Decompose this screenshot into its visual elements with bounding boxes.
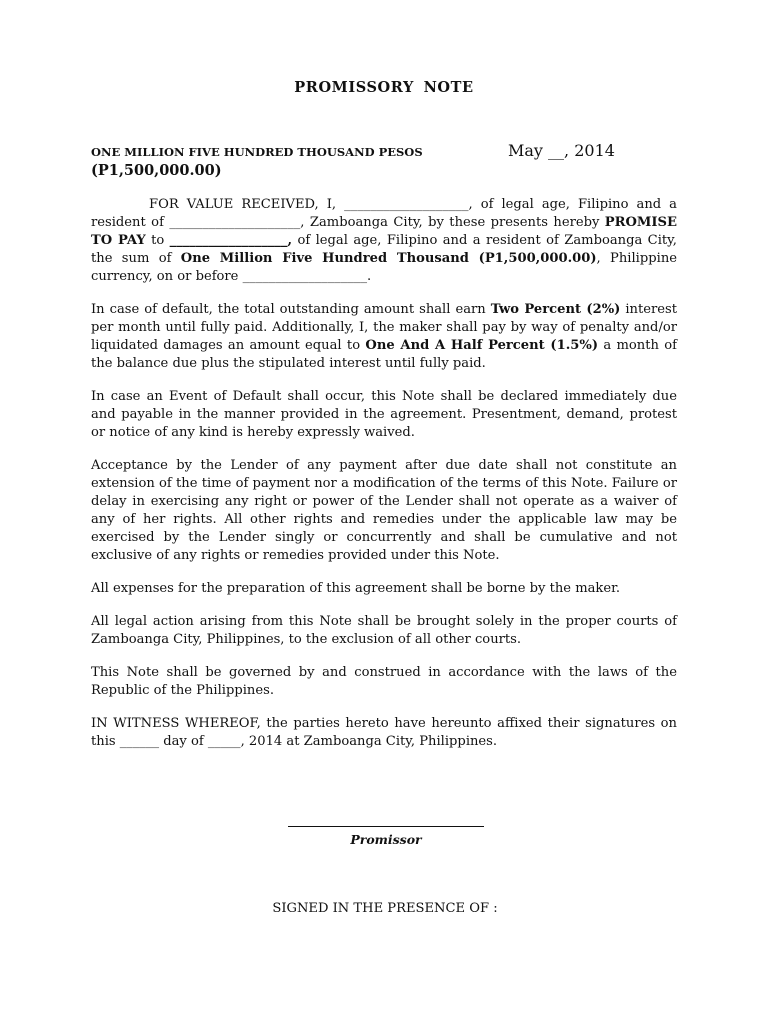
note-date: May __, 2014 [508,141,615,160]
sum-in-words: One Million Five Hundred Thousand (P1,500,000.00) [180,251,597,266]
p1-text-b: , of legal age, Filipino and a resident of [91,197,677,230]
maker-name-blank: ___________________ [344,197,469,212]
paragraph-acceptance: Acceptance by the Lender of any payment after due date shall not constitute an extension of the time of payment nor a modification of the terms of this Note. Failure or delay in exercising any right or power of the Lender shall not operate as a waiver of any of her rights. All other rights and remedies under the applicable law may be exercised by the Lender singly or concurrently and shall be cumulative and not exclusive of any rights or remedies provided under this Note. [91,458,677,563]
amount-in-figures: (P1,500,000.00) [91,162,222,179]
promissor-label: Promissor [350,832,422,847]
p1-text-c: , Zamboanga City, by these presents hereby [300,215,605,230]
p1-text-e: of legal age, Filipino and a resident of Zamboanga City, the sum of [91,233,677,266]
amount-in-words: ONE MILLION FIVE HUNDRED THOUSAND PESOS [91,145,423,159]
p1-text-f: , Philippine currency, on or before [91,251,677,284]
signed-in-presence-heading: SIGNED IN THE PRESENCE OF : [272,901,498,916]
signature-line [288,826,484,827]
p1-text-g: . [367,269,372,284]
interest-rate: Two Percent (2%) [490,302,621,317]
due-date-blank: ___________________ [242,269,367,284]
paragraph-promise [91,196,677,286]
document-title: PROMISSORY NOTE [294,79,474,96]
paragraph-expenses: All expenses for the preparation of this agreement shall be borne by the maker. [91,581,621,596]
note-body [91,196,677,766]
payee-name-blank: __________________, [169,233,293,248]
maker-address-blank: ____________________ [169,215,301,230]
penalty-rate: One And A Half Percent (1.5%) [365,338,599,353]
paragraph-governing-law: This Note shall be governed by and construed in accordance with the laws of the Republic of the Philippines. [91,665,677,698]
p1-text-d: to [145,233,170,248]
p2-text-c: a month of the balance due plus the stipulated interest until fully paid. [91,338,677,371]
paragraph-default-interest [91,301,677,373]
paragraph-legal-action: All legal action arising from this Note shall be brought solely in the proper courts of Zamboanga City, Philippines, to the exclusion of all other courts. [91,614,677,647]
promise-to-pay-phrase: PROMISE TO PAY [91,215,677,248]
paragraph-witness: IN WITNESS WHEREOF, the parties hereto have hereunto affixed their signatures on this ______ day of _____, 2014 at Zamboanga City, Philippines. [91,716,677,749]
p2-text-b: interest per month until fully paid. Additionally, I, the maker shall pay by way of penalty and/or liquidated damages an amount equal to [91,302,677,353]
p2-text-a: In case of default, the total outstanding amount shall earn [91,302,491,317]
p1-text-a: FOR VALUE RECEIVED, I, [149,197,345,212]
paragraph-event-of-default: In case an Event of Default shall occur, this Note shall be declared immediately due and payable in the manner provided in the agreement. Presentment, demand, protest or notice of any kind is hereby expressly waived. [91,389,677,440]
